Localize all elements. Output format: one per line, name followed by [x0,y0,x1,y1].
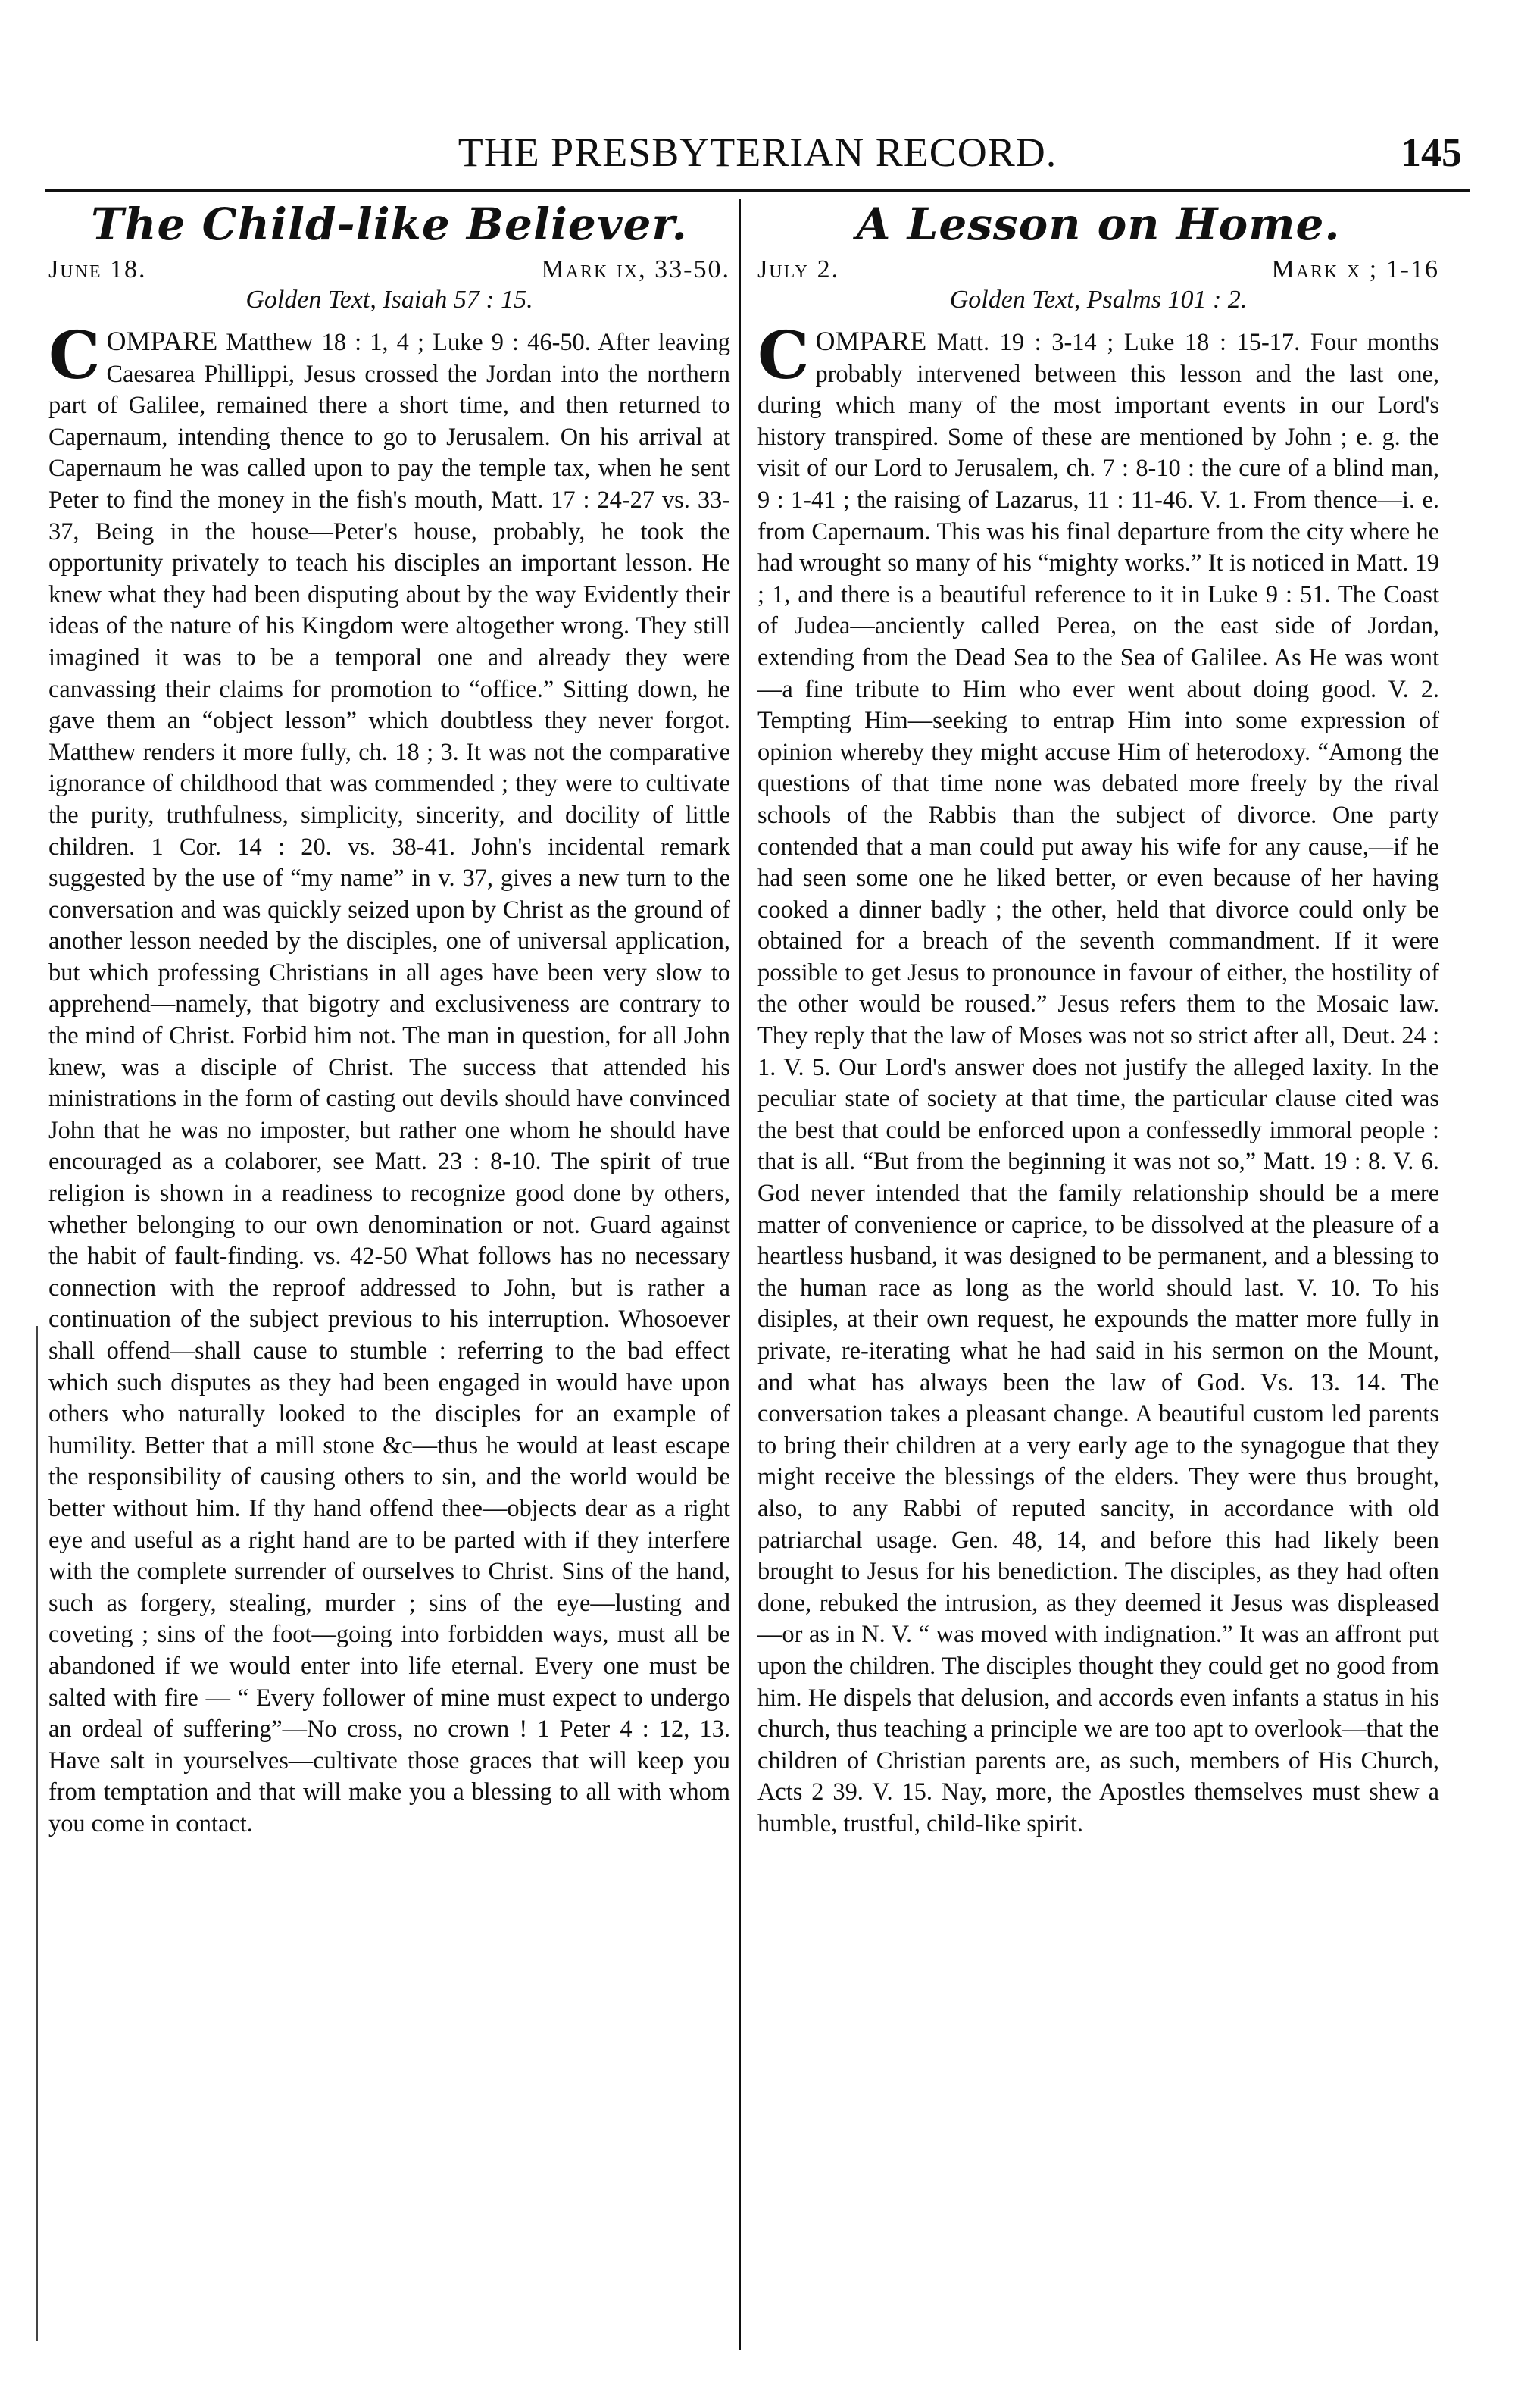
right-column [758,199,1439,1840]
right-body-text: Matt. 19 : 3-14 ; Luke 18 : 15-17. Four months probably intervened between this lesson and the last one, during which many of the most important events in our Lord's history transpired. Some of these are mentioned by John ; e. g. the visit of our Lord to Jerusalem, ch. 7 : 8-10 : the cure of a blind man, 9 : 1-41 ; the raising of Lazarus, 11 : 11-46. V. 1. From thence—i. e. from Capernaum. This was his final departure from the city where he had wrought so many of his “mighty works.” It is noticed in Matt. 19 ; 1, and there is a beautiful reference to it in Luke 9 : 51. The Coast of Judea—anciently called Perea, on the east side of Jordan, extending from the Dead Sea to the Sea of Galilee. As He was wont—a fine tribute to Him who ever went about doing good. V. 2. Tempting Him—seeking to entrap Him into some expression of opinion whereby they might accuse Him of heterodoxy. “Among the questions of that time none was debated more freely by the rival schools of the Rabbis than the subject of divorce. One party contended that a man could put away his wife for any cause,—if he had seen some one he liked better, or even because of her having cooked a dinner badly ; the other, held that divorce could only be obtained for a breach of the seventh commandment. If it were possible to get Jesus to pronounce in favour of either, the hostility of the other would be roused.” Jesus refers them to the Mosaic law. They reply that the law of Moses was not so strict after all, Deut. 24 : 1. V. 5. Our Lord's answer does not justify the alleged laxity. In the peculiar state of society at that time, the particular clause cited was the best that could be enforced upon a confessedly immoral people : that is all. “But from the beginning it was not so,” Matt. 19 : 8. V. 6. God never intended that the family relationship should be a mere matter of convenience or caprice, to be dissolved at the pleasure of a heartless husband, it was designed to be permanent, and a blessing to the human race as long as the world should last. V. 10. To his disiples, at their own request, he expounds the matter more fully in private, re-iterating what he had said in his sermon on the Mount, and what has always been the law of God. Vs. 13. 14. The conversation takes a pleasant change. A beautiful custom led parents to bring their children at a very early age to the synagogue that they might receive the blessings of the elders. They were thus brought, also, to any Rabbi of reputed sancity, in accordance with old patriarchal usage. Gen. 48, 14, and before this had likely been brought to Jesus for his benediction. The disciples, as they had often done, rebuked the intrusion, as they deemed it Jesus was displeased—or as in N. V. “ was moved with indignation.” It was an affront put upon the children. The disciples thought they could get no good from him. He dispels that delusion, and accords even infants a status in his church, thus teaching a principle we are too apt to overlook—that the children of Christian parents are, as such, members of His Church, Acts 2 39. V. 15. Nay, more, the Apostles themselves must shew a humble, trustful, child-like spirit. [758,329,1439,1837]
journal-title: THE PRESBYTERIAN RECORD. [458,130,1057,175]
left-golden-text: Golden Text, Isaiah 57 : 15. [245,286,533,314]
right-article-body [758,317,1439,1840]
left-article-body [48,317,730,1840]
left-lesson-date: June 18. [48,255,147,283]
right-lesson-meta [758,255,1439,285]
right-lesson-reference: Mark x ; 1-16 [1271,255,1439,283]
left-lesson-meta [48,255,730,285]
right-lead-word: OMPARE [815,326,927,356]
left-lead-word: OMPARE [106,326,218,356]
right-golden-text: Golden Text, Psalms 101 : 2. [949,286,1248,314]
right-lesson-date: July 2. [758,255,840,283]
left-column [48,199,730,1840]
right-article-title: A Lesson on Home. [856,199,1341,250]
left-dropcap: C [48,317,101,394]
left-lesson-reference: Mark ix, 33-50. [541,255,730,283]
left-body-text: Matthew 18 : 1, 4 ; Luke 9 : 46-50. After leaving Caesarea Phillippi, Jesus crossed the Jordan into the northern part of Galilee, remained there a short time, and then returned to Capernaum, intending thence to go to Jerusalem. On his arrival at Capernaum he was called upon to pay the temple tax, when he sent Peter to find the money in the fish's mouth, Matt. 17 : 24-27 vs. 33-37, Being in the house—Peter's house, probably, he took the opportunity privately to teach his disciples an important lesson. He knew what they had been disputing about by the way Evidently their ideas of the nature of his Kingdom were altogether wrong. They still imagined it was to be a temporal one and already they were canvassing their claims for promotion to “office.” Sitting down, he gave them an “object lesson” which doubtless they never forgot. Matthew renders it more fully, ch. 18 ; 3. It was not the comparative ignorance of childhood that was commended ; they were to cultivate the purity, truthfulness, simplicity, sincerity, and docility of little children. 1 Cor. 14 : 20. vs. 38-41. John's incidental remark suggested by the use of “my name” in v. 37, gives a new turn to the conversation and was quickly seized upon by Christ as the ground of another lesson needed by the disciples, one of universal application, but which professing Christians in all ages have been very slow to apprehend—namely, that bigotry and exclusiveness are contrary to the mind of Christ. Forbid him not. The man in question, for all John knew, was a disciple of Christ. The success that attended his ministrations in the form of casting out devils should have convinced John that he was no imposter, but rather one whom he should have encouraged as a colaborer, see Matt. 23 : 8-10. The spirit of true religion is shown in a readiness to recognize good done by others, whether belonging to our own denomination or not. Guard against the habit of fault-finding. vs. 42-50 What follows has no necessary connection with the reproof addressed to John, but is rather a continuation of the subject previous to his interruption. Whosoever shall offend—shall cause to stumble : referring to the bad effect which such disputes as they had been engaged in would have upon others who naturally looked to the disciples for an example of humility. Better that a mill stone &c—thus he would at least escape the responsibility of causing others to sin, and the world would be better without him. If thy hand offend thee—objects dear as a right eye and useful as a right hand are to be parted with if they interfere with the complete surrender of ourselves to Christ. Sins of the hand, such as forgery, stealing, murder ; sins of the eye—lusting and coveting ; sins of the foot—going into forbidden ways, must all be abandoned if we would enter into life eternal. Every one must be salted with fire — “ Every follower of mine must expect to undergo an ordeal of suffering”—No cross, no crown ! 1 Peter 4 : 12, 13. Have salt in yourselves—cultivate those graces that will keep you from temptation and that will make you a blessing to all with whom you come in contact. [48,329,730,1837]
right-dropcap: C [758,317,810,394]
left-article-title: The Child-like Believer. [91,199,688,250]
running-head [45,129,1470,182]
header-rule [45,189,1470,192]
page-number: 145 [1401,130,1462,175]
margin-rule [36,1326,38,2341]
column-divider [739,199,741,2350]
